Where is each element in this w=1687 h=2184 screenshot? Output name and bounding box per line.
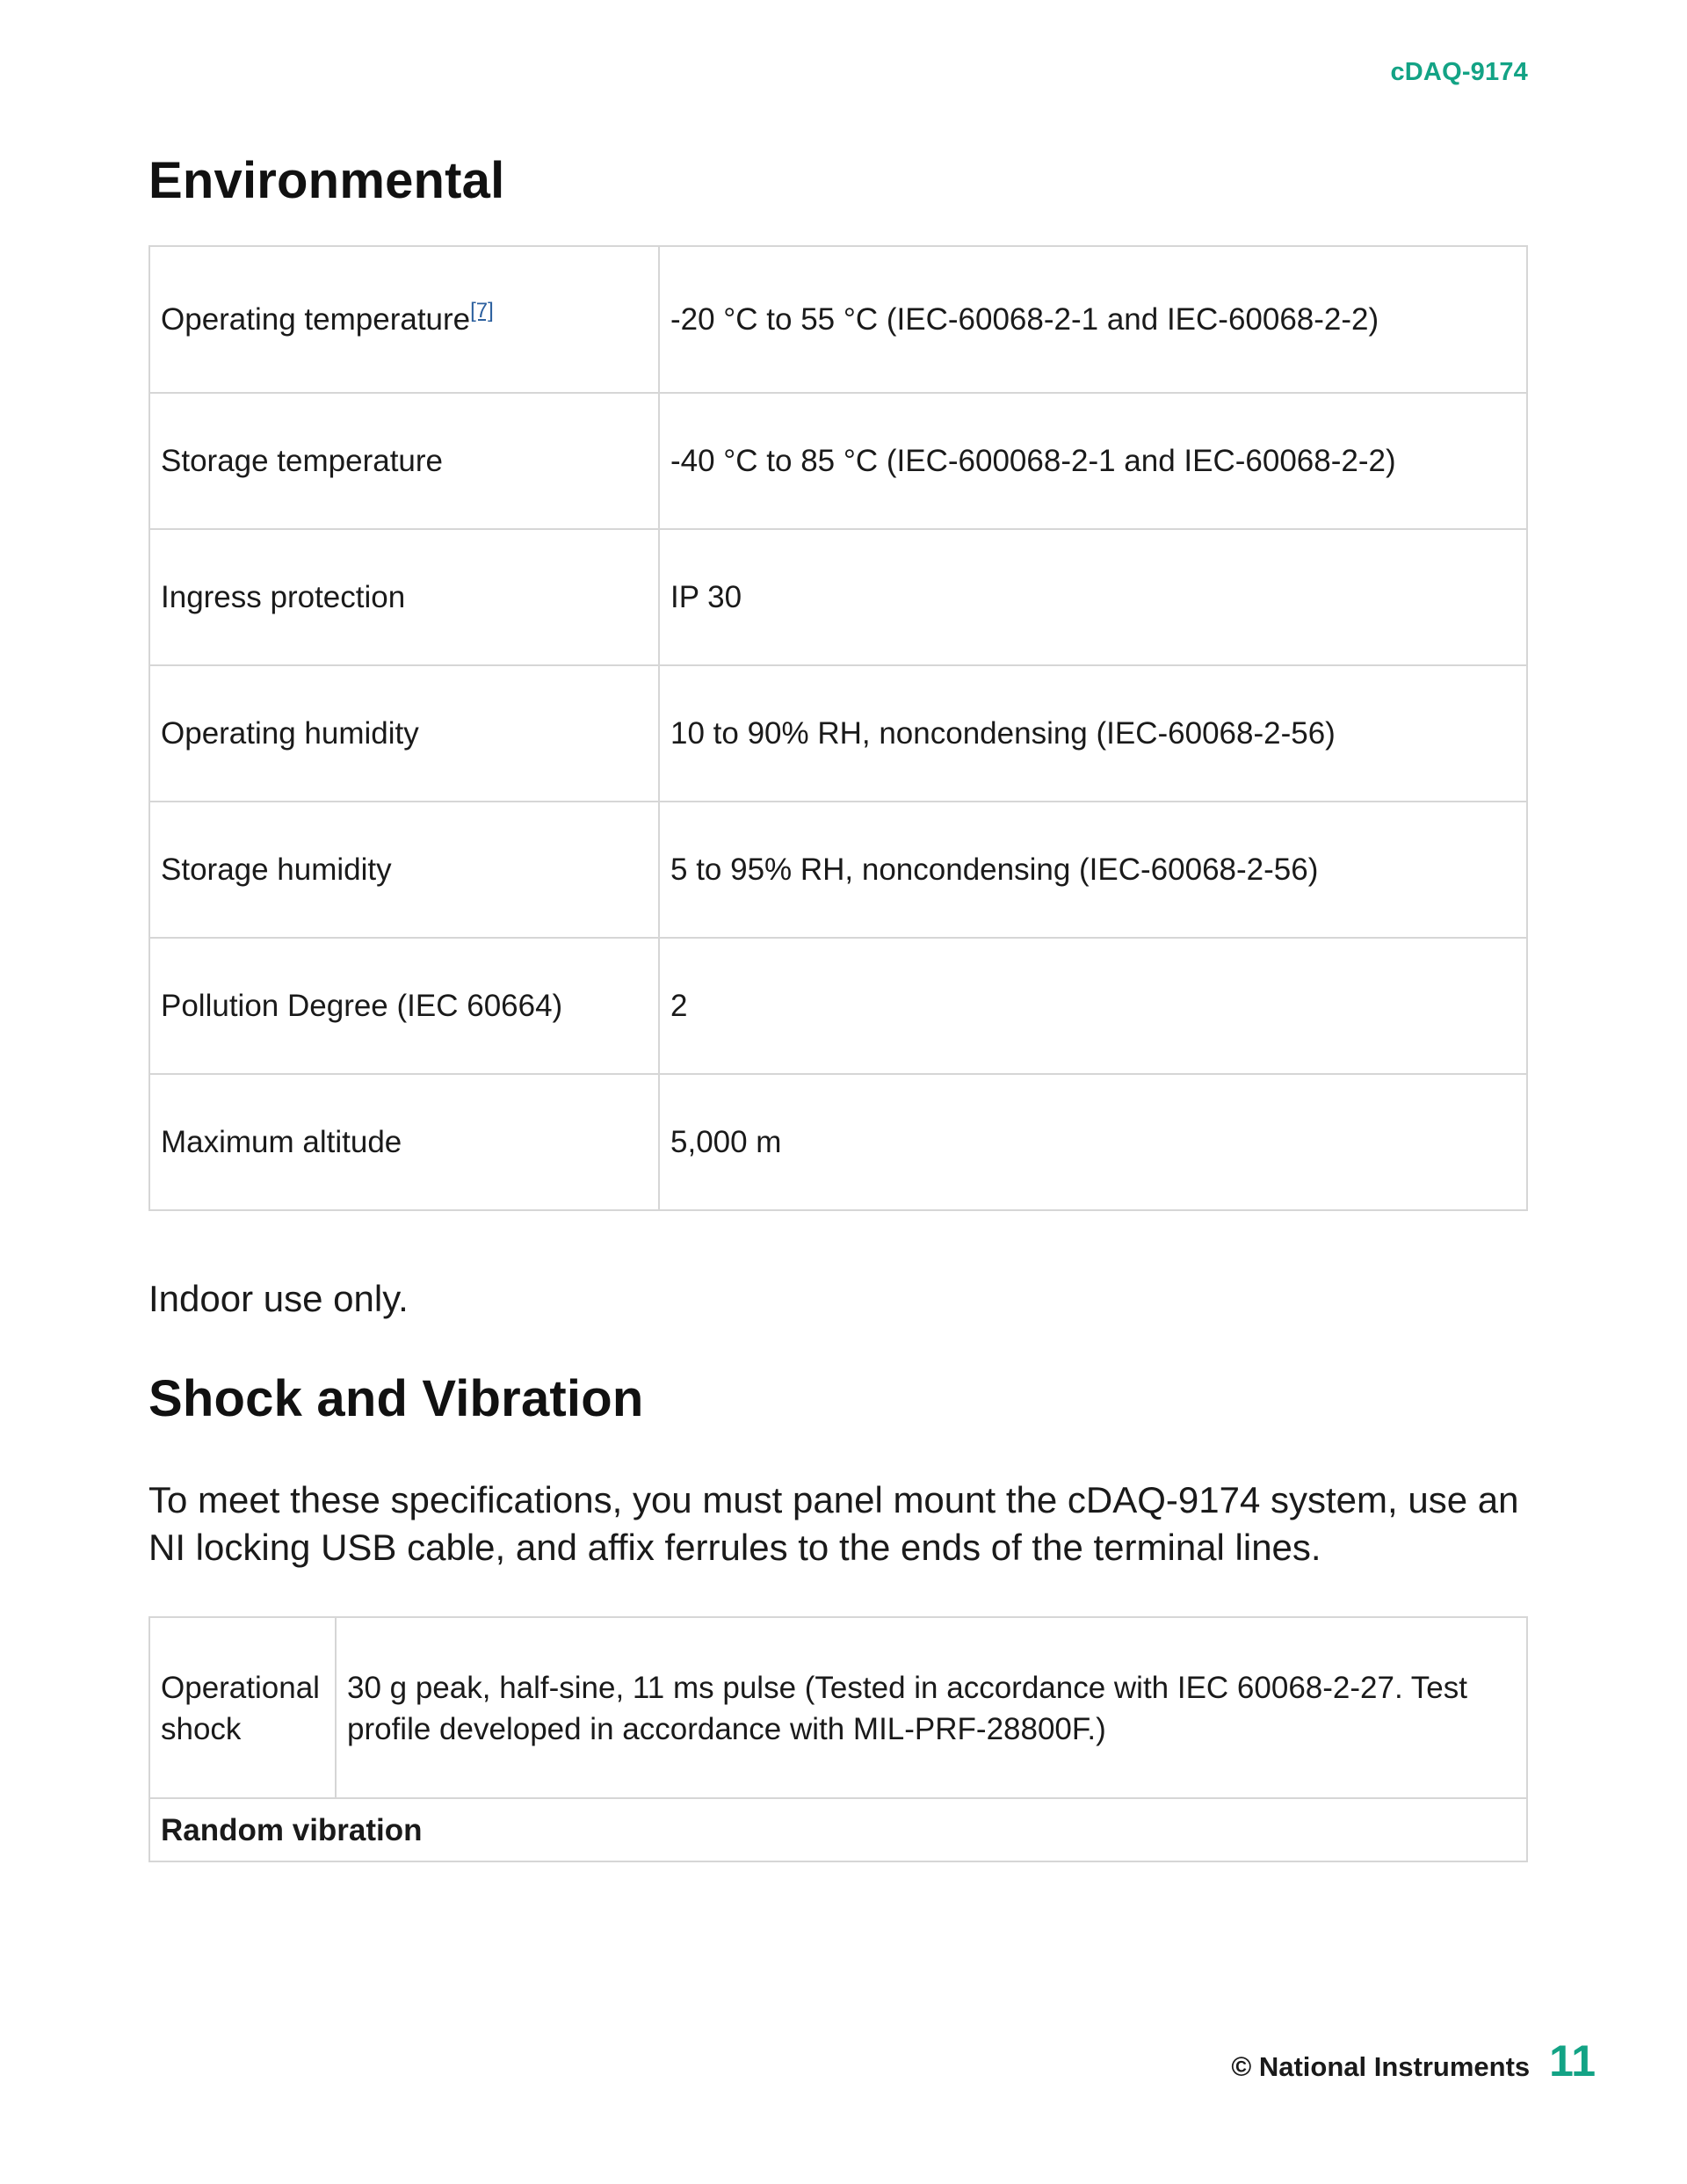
spec-value: IP 30 (659, 529, 1527, 665)
copyright-text: © National Instruments (1231, 2051, 1531, 2082)
spec-value: 30 g peak, half-sine, 11 ms pulse (Tested in accordance with IEC 60068-2-27. Test profile developed in accordance with MIL-PRF-28800F.) (336, 1617, 1527, 1798)
indoor-use-note: Indoor use only. (148, 1278, 409, 1319)
table-row (149, 1617, 1527, 1798)
table-row (149, 802, 1527, 938)
spec-label: Pollution Degree (IEC 60664) (149, 938, 659, 1074)
shock-vibration-title: Shock and Vibration (148, 1370, 644, 1427)
spec-label (149, 246, 659, 393)
table-row (149, 529, 1527, 665)
page-header-product: cDAQ-9174 (1390, 58, 1528, 86)
spec-label: Maximum altitude (149, 1074, 659, 1210)
spec-label: Ingress protection (149, 529, 659, 665)
environmental-title: Environmental (148, 152, 505, 209)
table-row (149, 393, 1527, 529)
table-row (149, 938, 1527, 1074)
spec-value: 5,000 m (659, 1074, 1527, 1210)
spec-value: -20 °C to 55 °C (IEC-60068-2-1 and IEC-60068-2-2) (659, 246, 1527, 393)
environmental-spec-table (148, 245, 1528, 1211)
spec-label: Operating humidity (149, 665, 659, 802)
random-vibration-subheading: Random vibration (149, 1798, 1527, 1861)
spec-value: 5 to 95% RH, noncondensing (IEC-60068-2-56) (659, 802, 1527, 938)
table-row (149, 1798, 1527, 1861)
table-row (149, 665, 1527, 802)
table-row (149, 1074, 1527, 1210)
spec-label: Storage temperature (149, 393, 659, 529)
spec-value: 10 to 90% RH, noncondensing (IEC-60068-2-56) (659, 665, 1527, 802)
spec-label: Operational shock (149, 1617, 336, 1798)
table-row (149, 246, 1527, 393)
shock-intro-paragraph: To meet these specifications, you must panel mount the cDAQ-9174 system, use an NI locking USB cable, and affix ferrules to the ends of the terminal lines. (148, 1479, 1519, 1568)
spec-value: 2 (659, 938, 1527, 1074)
spec-label: Storage humidity (149, 802, 659, 938)
page-number: 11 (1549, 2036, 1596, 2086)
shock-spec-table (148, 1616, 1528, 1862)
spec-label-text: Operating temperature (161, 302, 471, 337)
page-footer (1231, 2035, 1596, 2086)
footnote-link[interactable]: [7] (470, 299, 494, 323)
spec-value: -40 °C to 85 °C (IEC-600068-2-1 and IEC-60068-2-2) (659, 393, 1527, 529)
